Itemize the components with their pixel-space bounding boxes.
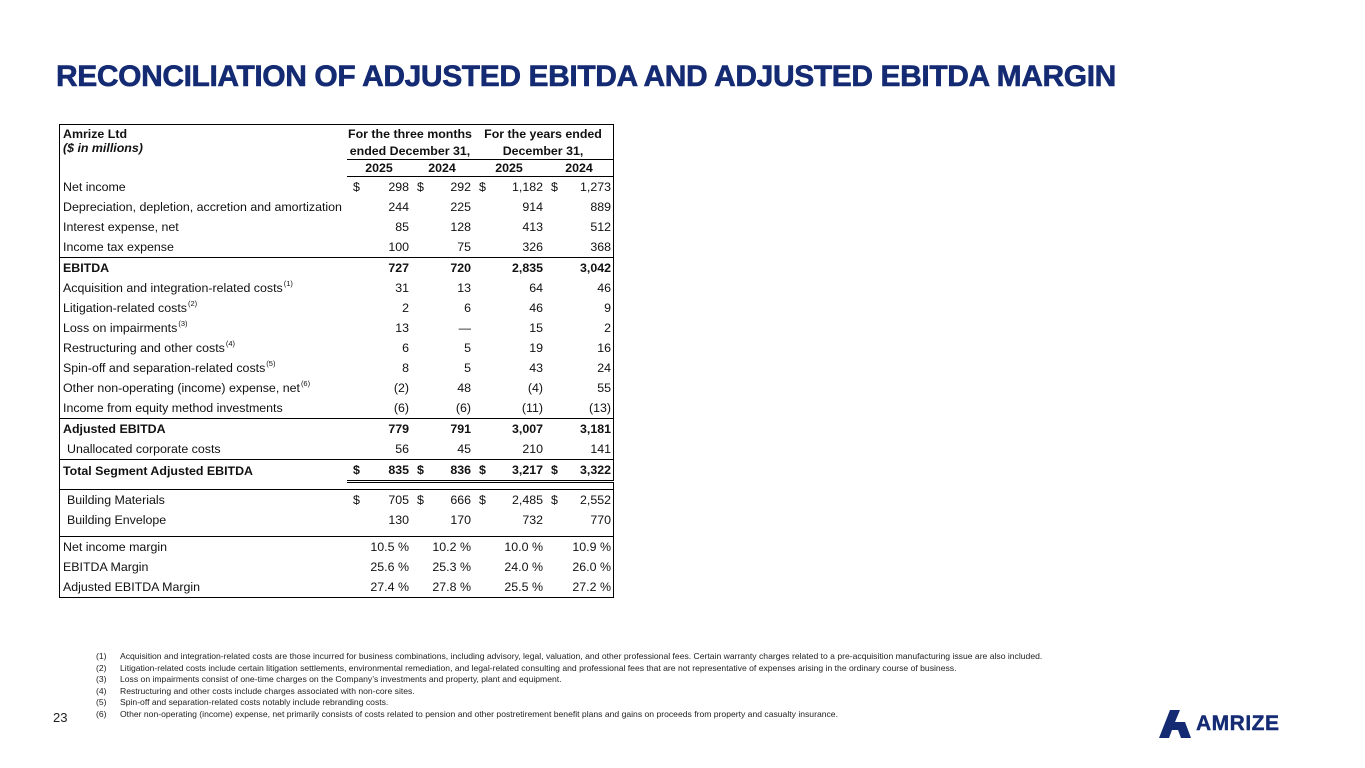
row-label: EBITDA Margin <box>63 560 149 574</box>
footnote: (3) Loss on impairments consist of one-time charges on the Company’s investments and property, plant and equipment. <box>96 674 562 684</box>
cell-value: 512 <box>590 220 611 234</box>
row-label: Interest expense, net <box>63 220 179 234</box>
page-number: 23 <box>53 710 68 725</box>
footnote-ref: (3) <box>178 319 188 328</box>
table-row <box>60 398 614 419</box>
footnote: (6) Other non-operating (income) expense, net primarily consists of costs related to pension and other postretirement benefit plans and gains on proceeds from property and casualty insurance. <box>96 708 838 719</box>
row-label: Litigation-related costs$^{(2)}$ <box>63 299 198 315</box>
row-label: Depreciation, depletion, accretion and amortization <box>63 200 342 214</box>
cell-value: 292 <box>450 180 471 194</box>
footnote-ref: (6) <box>300 379 311 388</box>
table-row <box>60 197 614 217</box>
cell-value: 3,007 <box>489 419 545 440</box>
cell-value: 2 <box>402 301 409 315</box>
cell-value: 141 <box>590 442 611 456</box>
cell-value: 25.3 % <box>432 560 471 574</box>
footnote-ref: (4) <box>225 339 236 348</box>
footnote-ref: (1) <box>283 279 293 288</box>
three-months-header-line1: For the three months <box>348 127 472 141</box>
units-label: ($ in millions) <box>63 141 143 155</box>
footnote: (1) Acquisition and integration-related costs are those incurred for business combinations, including advisory, legal, valuation, and other professional fees. Certain warranty charges related to a pre-acquisition manufacturing issue are also included. <box>96 651 1043 661</box>
row-label: Net income <box>63 179 126 194</box>
cell-value: 128 <box>450 220 471 234</box>
cell-value: 835 <box>363 460 411 482</box>
cell-value: 705 <box>388 493 409 507</box>
table-row <box>60 217 614 237</box>
table-row <box>60 577 614 598</box>
page-title: RECONCILIATION OF ADJUSTED EBITDA AND ADJUSTED EBITDA MARGIN <box>56 60 1116 93</box>
table-row <box>60 358 614 378</box>
cell-value: (13) <box>588 401 611 415</box>
cell-value: 56 <box>395 442 409 456</box>
cell-value: 244 <box>388 200 409 214</box>
currency-symbol: $ <box>411 460 427 482</box>
currency-symbol: $ <box>551 180 558 194</box>
cell-value: 19 <box>529 341 543 355</box>
cell-value: 25.5 % <box>504 580 543 594</box>
cell-value: 666 <box>450 493 471 507</box>
cell-value: 170 <box>450 513 471 527</box>
cell-value: 791 <box>427 419 473 440</box>
row-label: Adjusted EBITDA <box>60 419 348 440</box>
table-row <box>60 378 614 398</box>
cell-value: 3,217 <box>489 460 545 482</box>
cell-value: 64 <box>529 281 543 295</box>
cell-value: 5 <box>464 341 471 355</box>
cell-value: 836 <box>427 460 473 482</box>
row-label: Loss on impairments$^{(3)}$ <box>63 319 188 335</box>
row-label: Spin-off and separation-related costs$^{(5)}$ <box>63 359 276 375</box>
cell-value: 27.4 % <box>370 580 409 594</box>
currency-symbol: $ <box>353 180 360 194</box>
footnote-ref: (2) <box>187 299 198 308</box>
cell-value: 1,273 <box>579 180 611 194</box>
cell-value: 16 <box>597 341 611 355</box>
cell-value: — <box>458 321 471 335</box>
cell-value: 46 <box>529 301 543 315</box>
cell-value: 100 <box>388 240 409 254</box>
row-label: Income from equity method investments <box>63 401 283 415</box>
year-header: 2024 <box>411 160 473 177</box>
cell-value: (11) <box>521 401 543 415</box>
cell-value: 13 <box>457 281 471 295</box>
cell-value: 727 <box>363 258 411 279</box>
table-row <box>60 419 614 440</box>
cell-value: 1,182 <box>511 180 543 194</box>
row-label: Building Materials <box>67 493 165 507</box>
cell-value: 9 <box>604 301 611 315</box>
row-label: EBITDA <box>60 258 348 279</box>
cell-value: 413 <box>522 220 543 234</box>
logo-wordmark: AMRIZE <box>1196 712 1280 735</box>
table-row <box>60 278 614 298</box>
cell-value: 326 <box>522 240 543 254</box>
cell-value: 6 <box>402 341 409 355</box>
years-header-line1: For the years ended <box>484 127 602 141</box>
table-row <box>60 460 614 482</box>
cell-value: 46 <box>597 281 611 295</box>
row-label: Net income margin <box>63 540 167 554</box>
years-header-line2: December 31, <box>502 144 584 158</box>
table-row <box>60 338 614 358</box>
three-months-header-line2: ended December 31, <box>349 144 471 158</box>
amrize-logo <box>1159 710 1280 738</box>
table-header-row <box>60 125 614 143</box>
cell-value: 889 <box>590 200 611 214</box>
currency-symbol: $ <box>545 460 561 482</box>
cell-value: 13 <box>395 321 409 335</box>
table-row <box>60 298 614 318</box>
cell-value: 770 <box>590 513 611 527</box>
cell-value: 3,042 <box>561 258 614 279</box>
currency-symbol: $ <box>417 180 424 194</box>
cell-value: 10.5 % <box>370 540 409 554</box>
currency-symbol: $ <box>473 460 489 482</box>
row-label: Restructuring and other costs$^{(4)}$ <box>63 339 236 355</box>
cell-value: 10.0 % <box>504 540 543 554</box>
cell-value: 25.6 % <box>370 560 409 574</box>
cell-value: 2,552 <box>579 493 611 507</box>
cell-value: 225 <box>450 200 471 214</box>
currency-symbol: $ <box>551 493 558 507</box>
cell-value: 732 <box>522 513 543 527</box>
cell-value: 130 <box>388 513 409 527</box>
footnote: (4) Restructuring and other costs include charges associated with non-core sites. <box>96 685 415 696</box>
row-label: Income tax expense <box>63 240 174 254</box>
cell-value: 75 <box>457 240 471 254</box>
amrize-mark-icon <box>1159 710 1193 738</box>
cell-value: 27.8 % <box>432 580 471 594</box>
cell-value: 2 <box>604 321 611 335</box>
table-row <box>60 557 614 577</box>
cell-value: 5 <box>464 361 471 375</box>
cell-value: 2,485 <box>511 493 543 507</box>
table-row <box>60 258 614 279</box>
footnote-ref: (5) <box>266 359 276 368</box>
currency-symbol: $ <box>353 493 360 507</box>
cell-value: 2,835 <box>489 258 545 279</box>
cell-value: (4) <box>527 381 543 395</box>
table-row <box>60 177 614 198</box>
cell-value: 31 <box>395 281 409 295</box>
row-label: Unallocated corporate costs <box>67 442 221 456</box>
cell-value: (6) <box>393 401 409 415</box>
table-header-row <box>60 142 614 160</box>
cell-value: 3,181 <box>561 419 614 440</box>
cell-value: 24.0 % <box>504 560 543 574</box>
row-label: Acquisition and integration-related costs$^{(1)}$ <box>63 279 293 295</box>
cell-value: 55 <box>597 381 611 395</box>
currency-symbol: $ <box>479 180 486 194</box>
year-header: 2025 <box>473 160 545 177</box>
table-row <box>60 318 614 338</box>
cell-value: 85 <box>395 220 409 234</box>
year-header-row <box>60 160 614 177</box>
footnote: (2) Litigation-related costs include certain litigation settlements, environmental remediation, and legal-related consulting and professional fees that are not representative of expenses arising in the ordinary course of business. <box>96 662 957 673</box>
cell-value: 24 <box>597 361 611 375</box>
row-label: Adjusted EBITDA Margin <box>63 580 201 594</box>
cell-value: 43 <box>529 361 543 375</box>
footnote: (5) Spin-off and separation-related costs notably include rebranding costs. <box>96 697 389 707</box>
row-label: Total Segment Adjusted EBITDA <box>60 460 348 482</box>
currency-symbol: $ <box>417 493 424 507</box>
cell-value: 914 <box>522 200 543 214</box>
cell-value: 298 <box>388 180 409 194</box>
currency-symbol: $ <box>347 460 363 482</box>
year-header: 2025 <box>347 160 411 177</box>
cell-value: 720 <box>427 258 473 279</box>
cell-value: 10.9 % <box>572 540 611 554</box>
currency-symbol: $ <box>479 493 486 507</box>
cell-value: 368 <box>590 240 611 254</box>
cell-value: 26.0 % <box>572 560 611 574</box>
cell-value: 27.2 % <box>572 580 611 594</box>
table-row <box>60 439 614 460</box>
cell-value: 10.2 % <box>432 540 471 554</box>
row-label: Other non-operating (income) expense, net$^{(6)}$ <box>63 379 311 395</box>
row-label: Building Envelope <box>67 513 167 527</box>
cell-value: 3,322 <box>561 460 614 482</box>
table-row <box>60 490 614 511</box>
company-name: Amrize Ltd <box>63 127 128 141</box>
year-header: 2024 <box>545 160 614 177</box>
cell-value: (2) <box>393 381 409 395</box>
cell-value: 779 <box>363 419 411 440</box>
table-row <box>60 237 614 258</box>
footnotes <box>96 651 1126 720</box>
cell-value: 48 <box>457 381 471 395</box>
reconciliation-table <box>59 124 614 598</box>
table-row <box>60 510 614 530</box>
cell-value: 210 <box>522 442 543 456</box>
cell-value: 15 <box>529 321 543 335</box>
cell-value: 45 <box>457 442 471 456</box>
cell-value: 8 <box>402 361 409 375</box>
cell-value: 6 <box>464 301 471 315</box>
table-row <box>60 537 614 558</box>
cell-value: (6) <box>455 401 471 415</box>
